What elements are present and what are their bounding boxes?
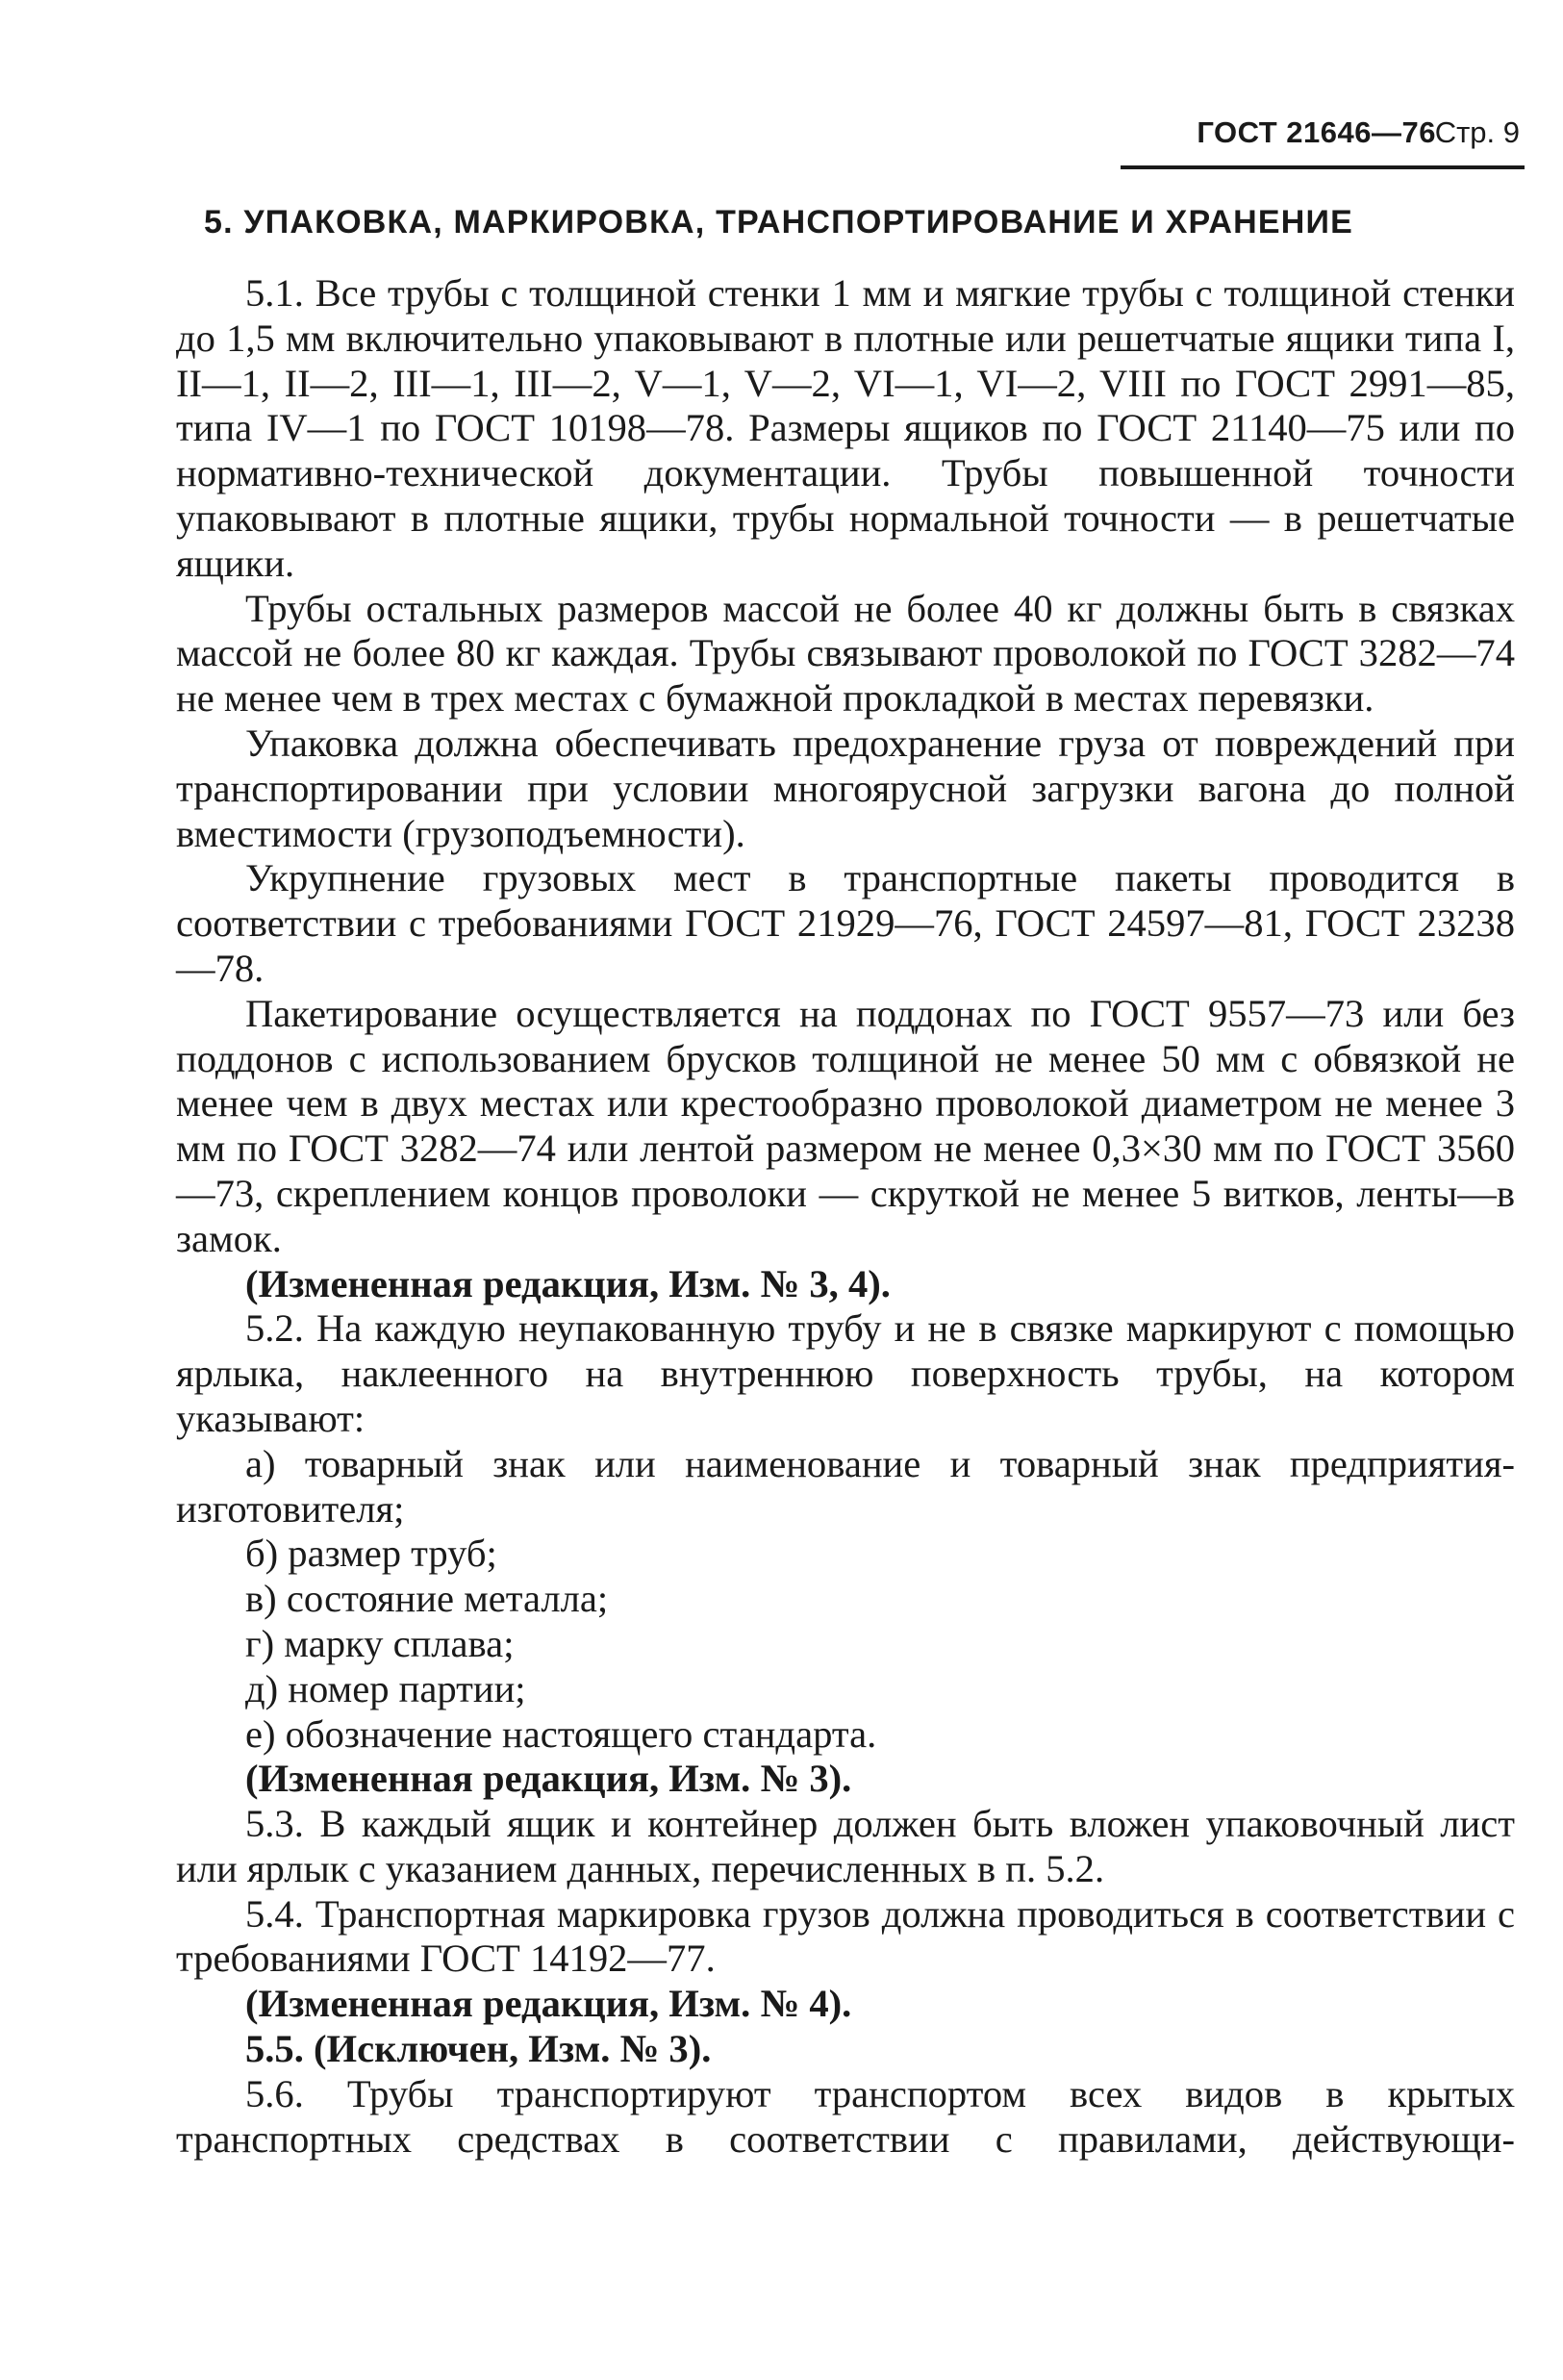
list-item: а) товарный знак или наименование и товарный знак предприятия-изготовителя; — [176, 1441, 1515, 1531]
amendment-note: (Измененная редакция, Изм. № 3, 4). — [245, 1261, 891, 1305]
list-item: д) номер партии; — [245, 1666, 526, 1710]
amendment-note: (Измененная редакция, Изм. № 3). — [245, 1757, 852, 1801]
clause-5-3: 5.3. В каждый ящик и контейнер должен быть вложен упаковочный лист или ярлык с указанием данных, перечисленных в п. 5.2. — [176, 1802, 1515, 1890]
list-item: е) обозначение настоящего стандарта. — [245, 1711, 877, 1756]
standard-number: ГОСТ 21646—76 — [1197, 115, 1436, 149]
list-item: в) состояние металла; — [245, 1577, 609, 1621]
running-header — [1121, 108, 1525, 169]
page-number: Стр. 9 — [1434, 115, 1520, 149]
body-text — [176, 271, 1515, 2162]
paragraph-packaging-protection: Упаковка должна обеспечивать предохранение груза от повреждений при транспортировании при условии многоярусной загрузки вагона до полной вместимости (грузоподъемности). — [176, 721, 1515, 855]
list-item: г) марку сплава; — [245, 1621, 515, 1665]
clause-5-6: 5.6. Трубы транспортируют транспортом всех видов в крытых транспортных средствах в соответствии с правилами, действующи- — [176, 2071, 1515, 2161]
paragraph-palletizing: Пакетирование осуществляется на поддонах по ГОСТ 9557—73 или без поддонов с использованием брусков толщиной не менее 50 мм с обвязкой не менее чем в двух местах или крестообразно проволокой диаметром не менее 3 мм по ГОСТ 3282—74 или лентой размером не менее 0,3×30 мм по ГОСТ 3560—73, скреплением концов проволоки — скруткой не менее 5 витков, ленты—в замок. — [176, 991, 1515, 1260]
clause-5-2: 5.2. На каждую неупакованную трубу и не в связке маркируют с помощью ярлыка, наклеенного на внутреннюю поверхность трубы, на котором указывают: — [176, 1306, 1515, 1440]
clause-5-1: 5.1. Все трубы с толщиной стенки 1 мм и мягкие трубы с толщиной стенки до 1,5 мм включительно упаковывают в плотные или решетчатые ящики типа I, II—1, II—2, III—1, III—2, V—1, V—2, VI—1, VI—2, VIII по ГОСТ 2991—85, типа IV—1 по ГОСТ 10198—78. Размеры ящиков по ГОСТ 21140—75 или по нормативно-технической документации. Трубы повышенной точности упаковывают в плотные ящики, трубы нормальной точности — в решетчатые ящики. — [176, 271, 1515, 585]
paragraph-consolidation: Укрупнение грузовых мест в транспортные пакеты проводится в соответствии с требованиями ГОСТ 21929—76, ГОСТ 24597—81, ГОСТ 23238—78. — [176, 856, 1515, 990]
clause-5-5: 5.5. (Исключен, Изм. № 3). — [245, 2027, 712, 2071]
section-title: 5. УПАКОВКА, МАРКИРОВКА, ТРАНСПОРТИРОВАНИЕ И ХРАНЕНИЕ — [204, 204, 1354, 241]
list-item: б) размер труб; — [245, 1532, 497, 1576]
clause-5-4: 5.4. Транспортная маркировка грузов должна проводиться в соответствии с требованиями ГОСТ 14192—77. — [176, 1891, 1515, 1981]
paragraph-bundles: Трубы остальных размеров массой не более 40 кг должны быть в связках массой не более 80 кг каждая. Трубы связывают проволокой по ГОСТ 3282—74 не менее чем в трех местах с бумажной прокладкой в местах перевязки. — [176, 586, 1515, 721]
amendment-note: (Измененная редакция, Изм. № 4). — [245, 1982, 852, 2026]
